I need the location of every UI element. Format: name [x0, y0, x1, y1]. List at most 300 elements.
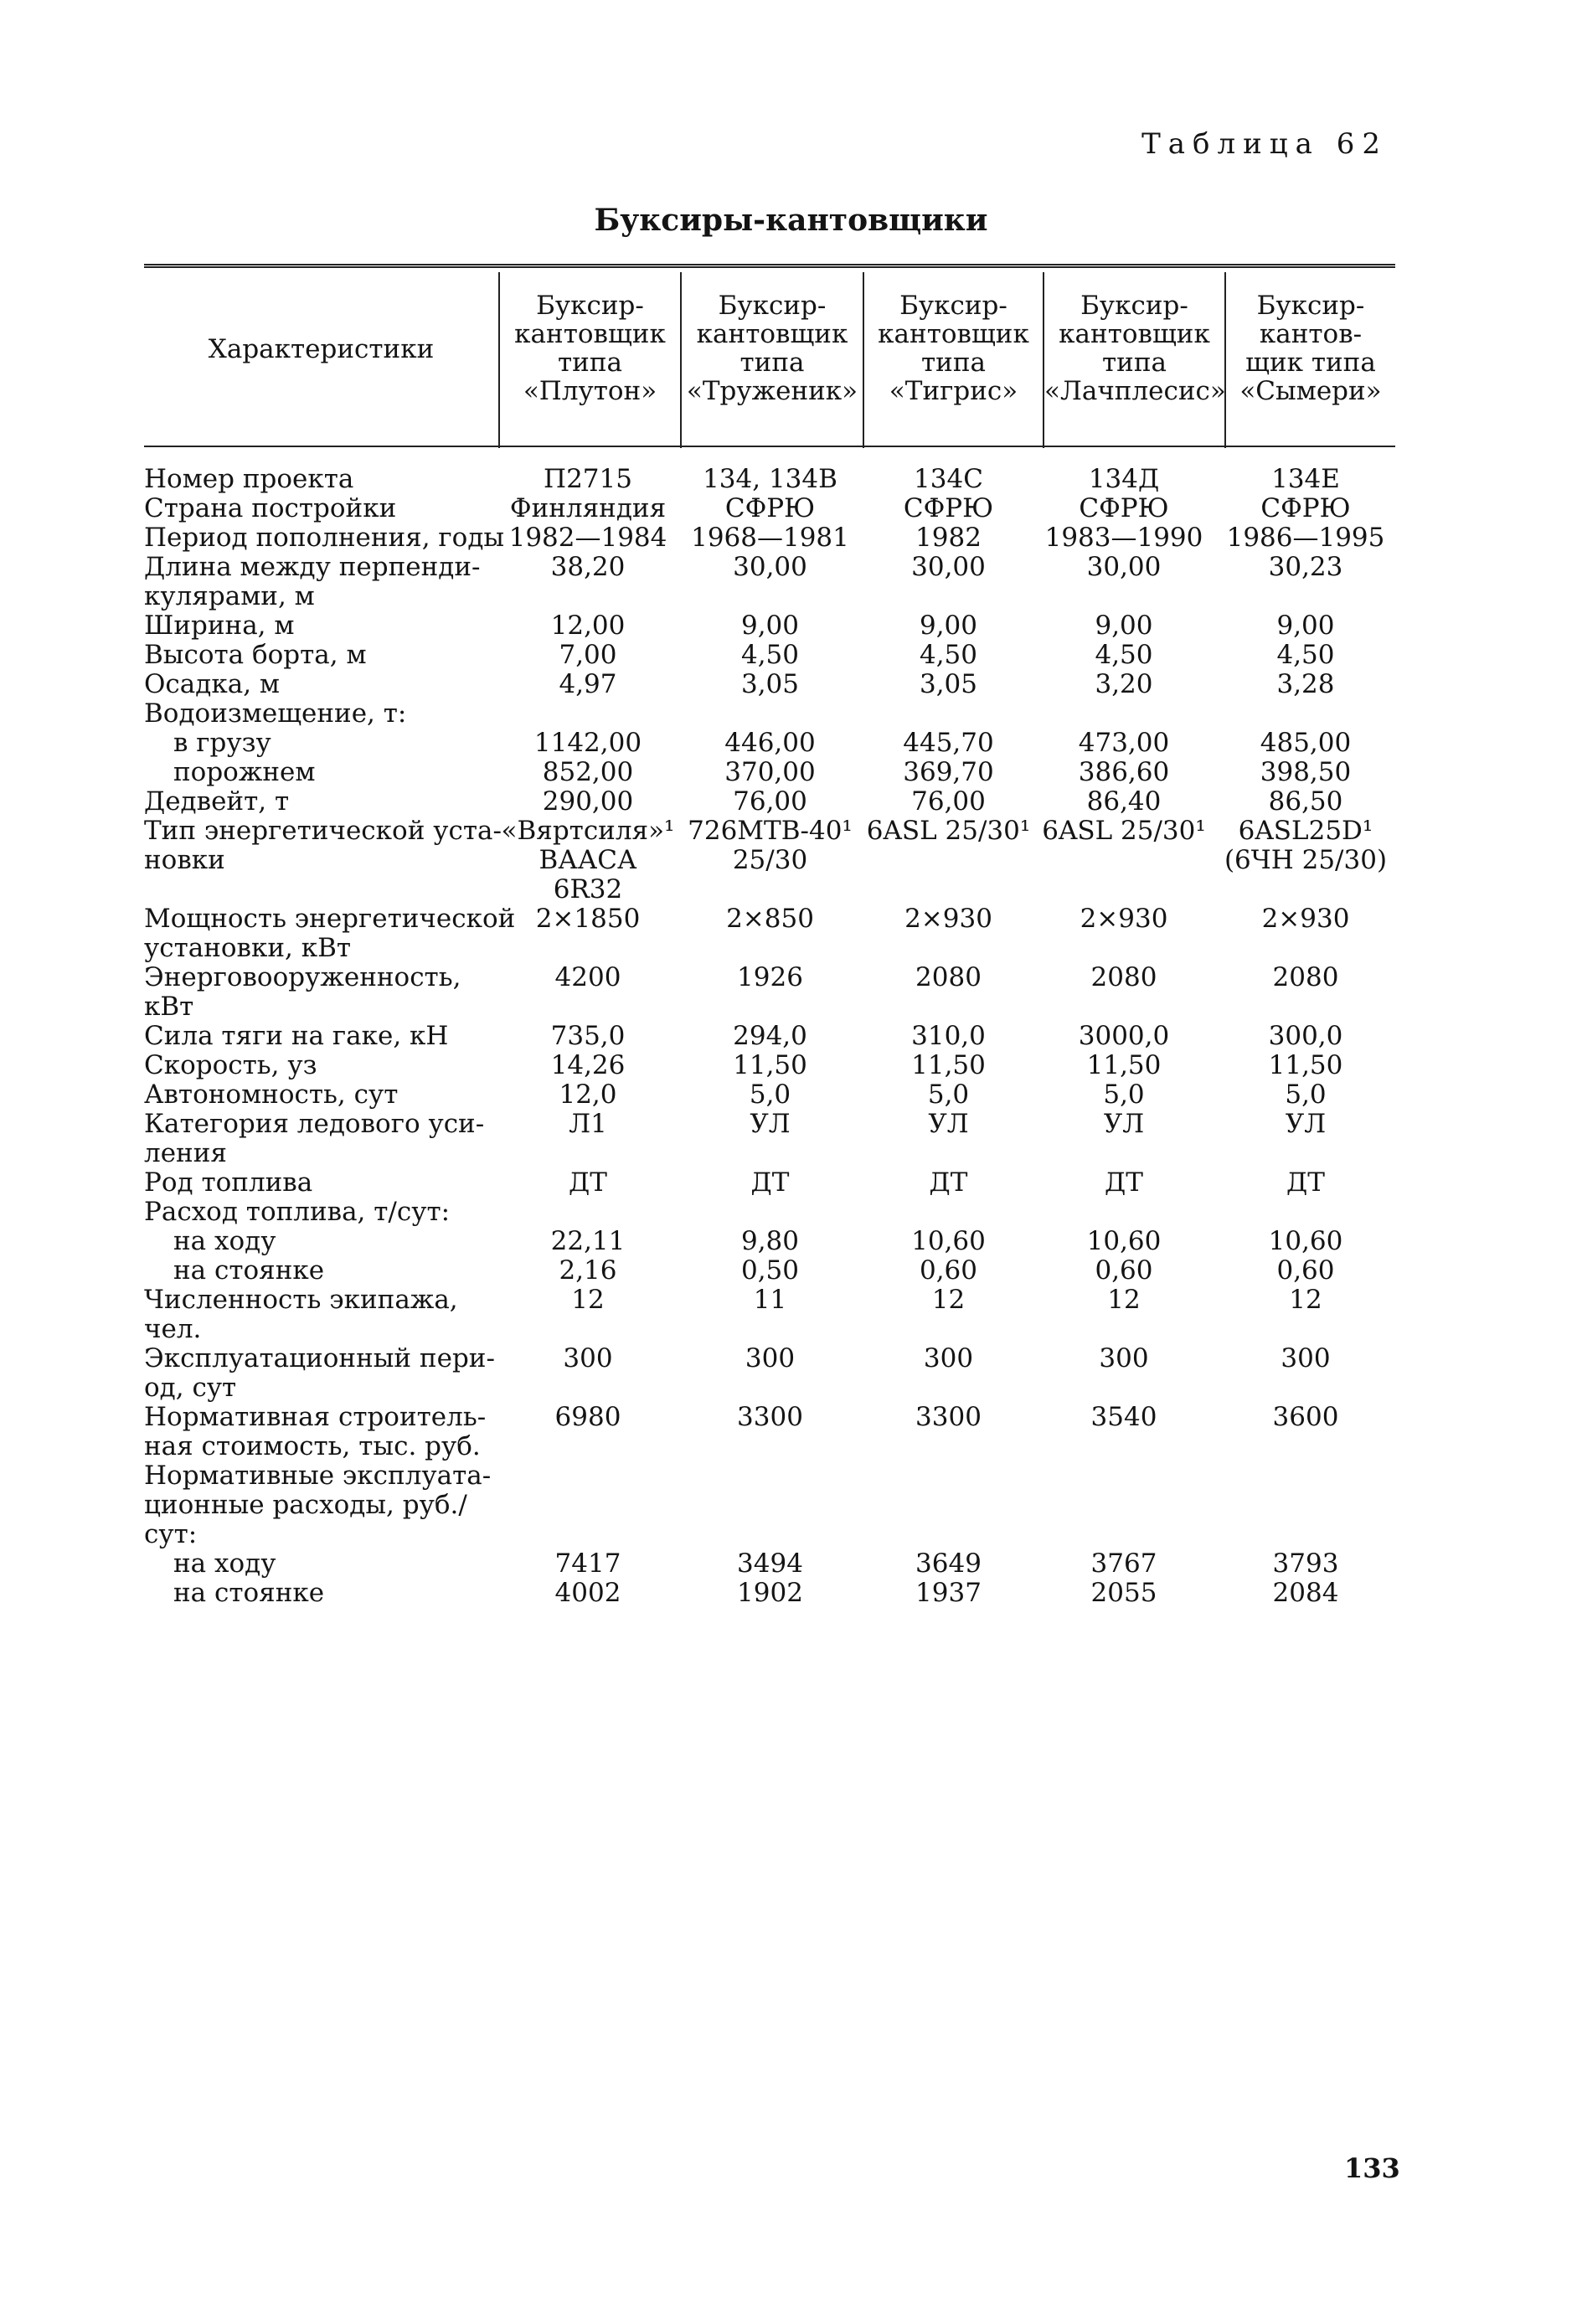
row-value [1036, 523, 1212, 553]
header-line: типа [739, 348, 805, 378]
row-value [863, 787, 1034, 817]
row-value [1036, 817, 1212, 846]
row-value-line: 3,05 [740, 669, 800, 699]
row-value [680, 1168, 860, 1198]
row-value [500, 641, 676, 670]
row-value [1036, 1403, 1212, 1432]
row-value-line: 3793 [1272, 1548, 1339, 1579]
row-value [1216, 787, 1395, 817]
row-value-line: 11 [753, 1285, 787, 1315]
row-value [500, 758, 676, 787]
row-label-line: ления [144, 1138, 227, 1168]
row-value-line: 3600 [1272, 1402, 1339, 1432]
row-value [1216, 670, 1395, 699]
row-label [173, 1579, 502, 1608]
row-value [680, 1080, 860, 1110]
header-line: кантовщик [1059, 319, 1210, 349]
row-value [1036, 1022, 1212, 1051]
row-value [1036, 1168, 1212, 1198]
header-line: Буксир- [899, 291, 1007, 321]
row-value [680, 670, 860, 699]
row-value-line: 0,60 [1095, 1255, 1153, 1286]
row-value [1216, 1579, 1395, 1608]
row-value-line: 735,0 [550, 1021, 626, 1051]
row-label [144, 523, 505, 553]
row-value [680, 1549, 860, 1579]
table-title: Буксиры-кантовщики [594, 203, 988, 238]
row-value [500, 1256, 676, 1286]
row-value [1036, 729, 1212, 758]
row-value [680, 758, 860, 787]
row-value-line: 76,00 [733, 786, 807, 817]
row-label [144, 1022, 502, 1051]
table-top-rule-double [144, 266, 1395, 268]
row-value [863, 1403, 1034, 1432]
row-value-line: 4,50 [1276, 640, 1335, 670]
row-value [863, 1227, 1034, 1256]
row-value-line: 2055 [1090, 1578, 1157, 1608]
row-value-line: ВААСА [538, 845, 637, 875]
row-value-line: УЛ [1103, 1109, 1145, 1139]
header-line: Буксир- [718, 291, 827, 321]
row-value [680, 1256, 860, 1286]
row-label-line: ционные расходы, руб./ [144, 1490, 467, 1520]
header-line: Буксир- [1256, 291, 1365, 321]
row-value [1216, 1022, 1395, 1051]
row-value-line: 6ASL25D¹ [1238, 816, 1373, 846]
row-value-line: П2715 [544, 464, 632, 494]
row-value [1036, 787, 1212, 817]
row-value-line: 2080 [1090, 962, 1157, 992]
row-value-line: 4,97 [559, 669, 617, 699]
row-value [500, 904, 676, 934]
row-value [680, 1051, 860, 1080]
header-line: кантовщик [514, 319, 666, 349]
row-value [1036, 1051, 1212, 1080]
row-value-line: 5,0 [749, 1080, 791, 1110]
row-label [144, 465, 502, 494]
row-value-line: 38,20 [550, 552, 626, 582]
row-value-line: 5,0 [1285, 1080, 1327, 1110]
row-value [680, 641, 860, 670]
row-value [1216, 1080, 1395, 1110]
row-value-line: 10,60 [1086, 1226, 1162, 1256]
row-value-line: 370,00 [724, 757, 816, 787]
row-value-line: 1142,00 [533, 728, 642, 758]
row-value-line: 1937 [915, 1578, 982, 1608]
row-value-line: 9,00 [740, 611, 800, 641]
row-value-line: 12 [1289, 1285, 1322, 1315]
row-value-line: ДТ [750, 1167, 790, 1198]
row-value-line: СФРЮ [903, 493, 994, 523]
row-value-line: 30,00 [733, 552, 807, 582]
row-value [680, 1022, 860, 1051]
header-line: «Плутон» [523, 376, 657, 406]
row-value-line: 4,50 [1095, 640, 1153, 670]
row-label [144, 670, 502, 699]
row-value [500, 729, 676, 758]
row-label-line: установки, кВт [144, 933, 352, 963]
row-value [1036, 904, 1212, 934]
row-value-line: (6ЧН 25/30) [1224, 845, 1388, 875]
row-value [1216, 963, 1395, 992]
row-value-line: 0,60 [919, 1255, 978, 1286]
row-value-line: 369,70 [903, 757, 994, 787]
row-value [680, 1344, 860, 1373]
row-value-line: 134Д [1088, 464, 1160, 494]
header-bottom-rule [144, 446, 1395, 447]
row-value-line: 11,50 [1086, 1050, 1162, 1080]
row-value-line: 1982—1984 [508, 523, 667, 553]
row-value-line: СФРЮ [1260, 493, 1351, 523]
row-label-line: Эксплуатационный пери- [144, 1343, 495, 1373]
row-value [1036, 1549, 1212, 1579]
row-value [680, 611, 860, 641]
row-value [863, 1579, 1034, 1608]
row-value-line: 9,00 [919, 611, 978, 641]
row-value [1216, 817, 1395, 875]
row-value-line: 30,00 [1086, 552, 1162, 582]
row-value-line: 2×850 [726, 904, 814, 934]
row-value [1216, 641, 1395, 670]
row-value-line: 134, 134В [703, 464, 837, 494]
table-top-rule [144, 264, 1395, 265]
row-value [680, 494, 860, 523]
row-label-line: Автономность, сут [144, 1080, 399, 1110]
row-value-line: 7417 [554, 1548, 621, 1579]
row-value [1036, 1110, 1212, 1139]
row-value-line: ДТ [929, 1167, 968, 1198]
row-value-line: 10,60 [911, 1226, 986, 1256]
row-value-line: «Вяртсиля»¹ [501, 816, 675, 846]
row-value [680, 553, 860, 582]
row-value-line: 1983—1990 [1044, 523, 1203, 553]
row-value [500, 1403, 676, 1432]
row-value-line: 7,00 [559, 640, 617, 670]
row-value [680, 1110, 860, 1139]
row-value-line: 300 [563, 1343, 613, 1373]
row-label-line: Скорость, уз [144, 1050, 317, 1080]
row-value-line: 2×930 [1261, 904, 1350, 934]
row-value-line: 2084 [1272, 1578, 1339, 1608]
row-value-line: 1902 [737, 1578, 803, 1608]
row-value [500, 553, 676, 582]
row-value [1036, 1256, 1212, 1286]
row-value-line: 0,50 [740, 1255, 800, 1286]
header-column [682, 291, 863, 405]
row-value-line: 6ASL 25/30¹ [866, 816, 1031, 846]
row-value [863, 1168, 1034, 1198]
row-value-line: 11,50 [911, 1050, 986, 1080]
row-label-line: на ходу [173, 1226, 276, 1256]
row-value-line: 300 [1281, 1343, 1331, 1373]
row-label-line: на ходу [173, 1548, 276, 1579]
row-value-line: 3,28 [1276, 669, 1335, 699]
row-value-line: 294,0 [733, 1021, 807, 1051]
row-label-line: Расход топлива, т/сут: [144, 1197, 451, 1227]
row-label [144, 1051, 502, 1080]
row-value [863, 1549, 1034, 1579]
table-number: Таблица 62 [1141, 127, 1388, 161]
row-label [173, 1256, 502, 1286]
row-value [680, 963, 860, 992]
row-label-line: Номер проекта [144, 464, 354, 494]
row-value-line: 3494 [737, 1548, 803, 1579]
row-value [1216, 1256, 1395, 1286]
row-label-line: чел. [144, 1314, 202, 1344]
row-value-line: 12,00 [550, 611, 626, 641]
row-label [144, 1286, 502, 1344]
row-value [863, 729, 1034, 758]
row-label [173, 1549, 502, 1579]
row-value [1216, 1344, 1395, 1373]
row-value [1036, 641, 1212, 670]
row-value-line: 3300 [915, 1402, 982, 1432]
row-label [144, 817, 502, 875]
row-value [863, 1022, 1034, 1051]
row-label-line: Страна постройки [144, 493, 397, 523]
row-value [680, 1579, 860, 1608]
row-label [144, 494, 502, 523]
row-value-line: 76,00 [911, 786, 986, 817]
row-value [1216, 523, 1395, 553]
row-value-line: 134С [914, 464, 983, 494]
row-value-line: Финляндия [509, 493, 667, 523]
row-value [1216, 1227, 1395, 1256]
row-label-line: Род топлива [144, 1167, 313, 1198]
row-value [500, 1022, 676, 1051]
row-label [144, 904, 516, 963]
row-value [1036, 465, 1212, 494]
row-value-line: 30,00 [911, 552, 986, 582]
row-label [144, 1344, 502, 1403]
row-value-line: УЛ [1285, 1109, 1327, 1139]
row-value [500, 494, 676, 523]
row-value [680, 523, 860, 553]
page-number: 133 [1344, 2152, 1400, 2184]
row-value [863, 641, 1034, 670]
row-value [1036, 611, 1212, 641]
row-label [144, 553, 502, 611]
row-value-line: 11,50 [1268, 1050, 1343, 1080]
row-value [863, 1256, 1034, 1286]
row-value [1036, 553, 1212, 582]
row-value [680, 1286, 860, 1315]
row-value-line: 25/30 [732, 845, 808, 875]
header-characteristics: Характеристики [208, 334, 435, 364]
header-line: Буксир- [536, 291, 644, 321]
row-value [500, 1080, 676, 1110]
row-label [144, 963, 502, 1022]
row-value [500, 787, 676, 817]
row-label-line: Нормативные эксплуата- [144, 1461, 492, 1491]
row-label-line: Численность экипажа, [144, 1285, 458, 1315]
header-column [1226, 291, 1395, 405]
row-value-line: 1986—1995 [1226, 523, 1385, 553]
row-value-line: Л1 [569, 1109, 607, 1139]
header-line: «Лачплесис» [1044, 376, 1226, 406]
row-value-line: 3000,0 [1078, 1021, 1170, 1051]
header-line: «Тигрис» [889, 376, 1018, 406]
row-value-line: 310,0 [911, 1021, 986, 1051]
row-value [500, 523, 676, 553]
row-value [1216, 1549, 1395, 1579]
row-value [1036, 758, 1212, 787]
row-value [1216, 494, 1395, 523]
row-value-line: 300,0 [1268, 1021, 1343, 1051]
row-value [500, 963, 676, 992]
row-value-line: 386,60 [1078, 757, 1170, 787]
row-value-line: 2080 [915, 962, 982, 992]
header-line: типа [1102, 348, 1167, 378]
row-value [863, 817, 1034, 846]
row-value [500, 611, 676, 641]
row-value [863, 553, 1034, 582]
row-value-line: 6ASL 25/30¹ [1042, 816, 1206, 846]
row-value [863, 1110, 1034, 1139]
row-value [680, 1227, 860, 1256]
row-value-line: 4002 [554, 1578, 621, 1608]
row-label-line: Осадка, м [144, 669, 281, 699]
row-label-line: Ширина, м [144, 611, 295, 641]
row-value [500, 1110, 676, 1139]
row-value [500, 1227, 676, 1256]
row-value-line: 2×1850 [535, 904, 641, 934]
row-value [500, 1051, 676, 1080]
row-value-line: 1982 [915, 523, 982, 553]
row-label [144, 1168, 502, 1198]
row-label [144, 787, 502, 817]
row-value [863, 1051, 1034, 1080]
row-label-line: од, сут [144, 1373, 237, 1403]
row-label-line: ная стоимость, тыс. руб. [144, 1431, 481, 1461]
row-value [863, 963, 1034, 992]
row-value-line: 3,05 [919, 669, 978, 699]
row-label-line: в грузу [173, 728, 271, 758]
header-line: «Труженик» [686, 376, 858, 406]
header-line: кантовщик [696, 319, 848, 349]
row-value [863, 904, 1034, 934]
row-value [680, 787, 860, 817]
row-label [144, 1080, 502, 1110]
header-line: щик типа [1245, 348, 1376, 378]
row-value-line: 4,50 [740, 640, 800, 670]
row-value [680, 817, 860, 875]
row-value [1216, 1403, 1395, 1432]
row-label [144, 611, 502, 641]
row-value [500, 1549, 676, 1579]
row-value-line: 485,00 [1260, 728, 1352, 758]
header-line: «Сымери» [1239, 376, 1382, 406]
row-label-line: Длина между перпенди- [144, 552, 481, 582]
row-value-line: 2080 [1272, 962, 1339, 992]
row-value-line: 3,20 [1095, 669, 1153, 699]
row-value-line: 9,00 [1095, 611, 1153, 641]
row-value [863, 670, 1034, 699]
row-label-line: Категория ледового уси- [144, 1109, 485, 1139]
row-value [863, 494, 1034, 523]
row-value-line: СФРЮ [724, 493, 816, 523]
row-label-line: Мощность энергетической [144, 904, 516, 934]
row-label [173, 729, 502, 758]
row-value-line: УЛ [928, 1109, 969, 1139]
row-value-line: ДТ [1105, 1167, 1143, 1198]
row-value-line: 9,80 [740, 1226, 800, 1256]
row-value [863, 1286, 1034, 1315]
row-value-line: 446,00 [724, 728, 816, 758]
row-value [680, 729, 860, 758]
row-value-line: 3300 [737, 1402, 803, 1432]
row-value-line: 300 [923, 1343, 974, 1373]
row-value-line: 6R32 [553, 874, 623, 904]
row-label [144, 1110, 502, 1168]
row-label-line: Энерговооруженность, [144, 962, 461, 992]
row-value [1036, 1227, 1212, 1256]
row-value-line: 1968—1981 [691, 523, 849, 553]
row-value-line: 5,0 [1103, 1080, 1145, 1110]
row-value [1216, 904, 1395, 934]
row-value-line: 290,00 [542, 786, 634, 817]
row-value-line: 10,60 [1268, 1226, 1343, 1256]
row-value [1216, 1110, 1395, 1139]
row-label-line: Водоизмещение, т: [144, 698, 407, 729]
row-value [863, 758, 1034, 787]
row-value [863, 1080, 1034, 1110]
row-value-line: 6980 [554, 1402, 621, 1432]
row-value-line: 4200 [554, 962, 621, 992]
row-value [1216, 465, 1395, 494]
row-label-line: на стоянке [173, 1578, 325, 1608]
header-line: Буксир- [1080, 291, 1188, 321]
row-value-line: 3649 [915, 1548, 982, 1579]
row-value-line: 12 [931, 1285, 966, 1315]
row-value-line: 726МТВ-40¹ [688, 816, 853, 846]
row-label-line: Сила тяги на гаке, кН [144, 1021, 449, 1051]
row-value [863, 465, 1034, 494]
row-label-line: Тип энергетической уста- [144, 816, 502, 846]
row-label-line: Нормативная строитель- [144, 1402, 487, 1432]
row-value-line: 86,40 [1086, 786, 1162, 817]
header-line: типа [921, 348, 986, 378]
row-value [500, 1168, 676, 1198]
row-value-line: СФРЮ [1079, 493, 1169, 523]
row-value-line: 12 [1107, 1285, 1141, 1315]
row-label [144, 699, 502, 729]
row-value [1036, 1286, 1212, 1315]
header-line: кантов- [1259, 319, 1363, 349]
row-value [1216, 553, 1395, 582]
row-value-line: 12 [571, 1285, 605, 1315]
row-value-line: 30,23 [1268, 552, 1343, 582]
row-value-line: ДТ [569, 1167, 607, 1198]
row-value [1216, 1286, 1395, 1315]
row-value [1216, 758, 1395, 787]
row-value-line: 445,70 [903, 728, 994, 758]
row-label-line: новки [144, 845, 225, 875]
row-value-line: 2×930 [904, 904, 992, 934]
row-value-line: 134Е [1271, 464, 1340, 494]
header-column [1044, 291, 1224, 405]
row-label [173, 758, 502, 787]
row-value-line: 14,26 [550, 1050, 626, 1080]
row-value-line: 3540 [1090, 1402, 1157, 1432]
header-line: типа [558, 348, 622, 378]
row-label [144, 1198, 502, 1227]
row-value [863, 1344, 1034, 1373]
row-value-line: 300 [1099, 1343, 1149, 1373]
row-value [1036, 963, 1212, 992]
row-label-line: кВт [144, 992, 194, 1022]
